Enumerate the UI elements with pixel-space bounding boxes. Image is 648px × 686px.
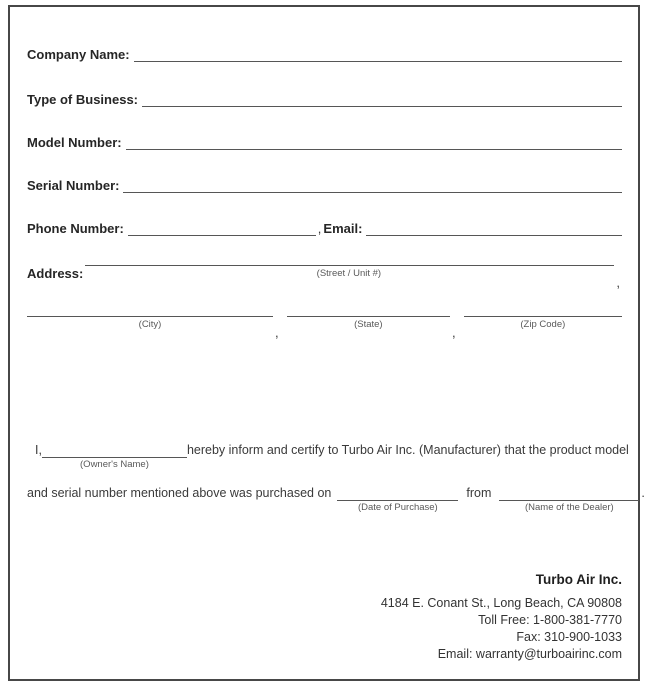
type-of-business-row (27, 90, 622, 107)
street-unit-caption: (Street / Unit #) (316, 268, 382, 279)
footer-contact-block (381, 572, 622, 663)
zip-code-caption: (Zip Code) (520, 319, 566, 330)
purchase-date-input-line[interactable] (337, 486, 458, 513)
model-number-input-line[interactable] (126, 134, 622, 150)
company-name-input-line[interactable] (134, 46, 622, 62)
purchase-date-caption: (Date of Purchase) (357, 502, 438, 513)
state-zip-separator: , (452, 325, 456, 340)
city-caption: (City) (138, 319, 162, 330)
company-name-row (27, 45, 622, 62)
toll-free-text: Toll Free: 1-800-381-7770 (478, 613, 622, 627)
type-of-business-input-line[interactable] (142, 91, 622, 107)
certify-line1-text: hereby inform and certify to Turbo Air Inc. (Manufacturer) that the product model (186, 443, 629, 457)
phone-email-row (27, 219, 622, 236)
serial-number-input-line[interactable] (123, 177, 622, 193)
serial-number-row (27, 176, 622, 193)
phone-number-label: Phone Number: (27, 221, 124, 236)
address-trailing-comma: , (616, 275, 620, 290)
company-name-label: Company Name: (27, 47, 130, 62)
certify-period: . (641, 486, 645, 500)
model-number-row (27, 133, 622, 150)
serial-number-label: Serial Number: (27, 178, 120, 193)
owner-name-caption: (Owner's Name) (80, 459, 149, 470)
owner-name-input-line[interactable] (42, 443, 187, 470)
email-input-line[interactable] (366, 220, 622, 236)
dealer-name-caption: (Name of the Dealer) (525, 502, 614, 513)
page-border (8, 5, 645, 681)
certify-line1 (35, 443, 629, 470)
model-number-label: Model Number: (27, 135, 122, 150)
certify-line2 (27, 486, 645, 513)
fax-text: Fax: 310-900-1033 (516, 630, 622, 644)
phone-number-input-line[interactable] (128, 220, 316, 236)
certify-lead-text: I, (35, 443, 42, 457)
city-state-separator: , (275, 325, 279, 340)
warranty-email-text: Email: warranty@turboairinc.com (437, 647, 622, 661)
form-content (12, 9, 645, 677)
certify-from-text: from (466, 486, 492, 500)
type-of-business-label: Type of Business: (27, 92, 139, 107)
email-label: Email: (323, 221, 363, 236)
state-caption: (State) (354, 319, 383, 330)
dealer-name-input-line[interactable] (499, 486, 639, 513)
city-state-zip-row (27, 316, 622, 346)
company-address-text: 4184 E. Conant St., Long Beach, CA 90808 (380, 596, 622, 610)
company-name-text: Turbo Air Inc. (535, 572, 622, 587)
address-label: Address: (27, 266, 84, 281)
address-row (27, 265, 622, 295)
certify-line2-text: and serial number mentioned above was purchased on (27, 486, 332, 500)
phone-email-separator: , (317, 221, 322, 236)
